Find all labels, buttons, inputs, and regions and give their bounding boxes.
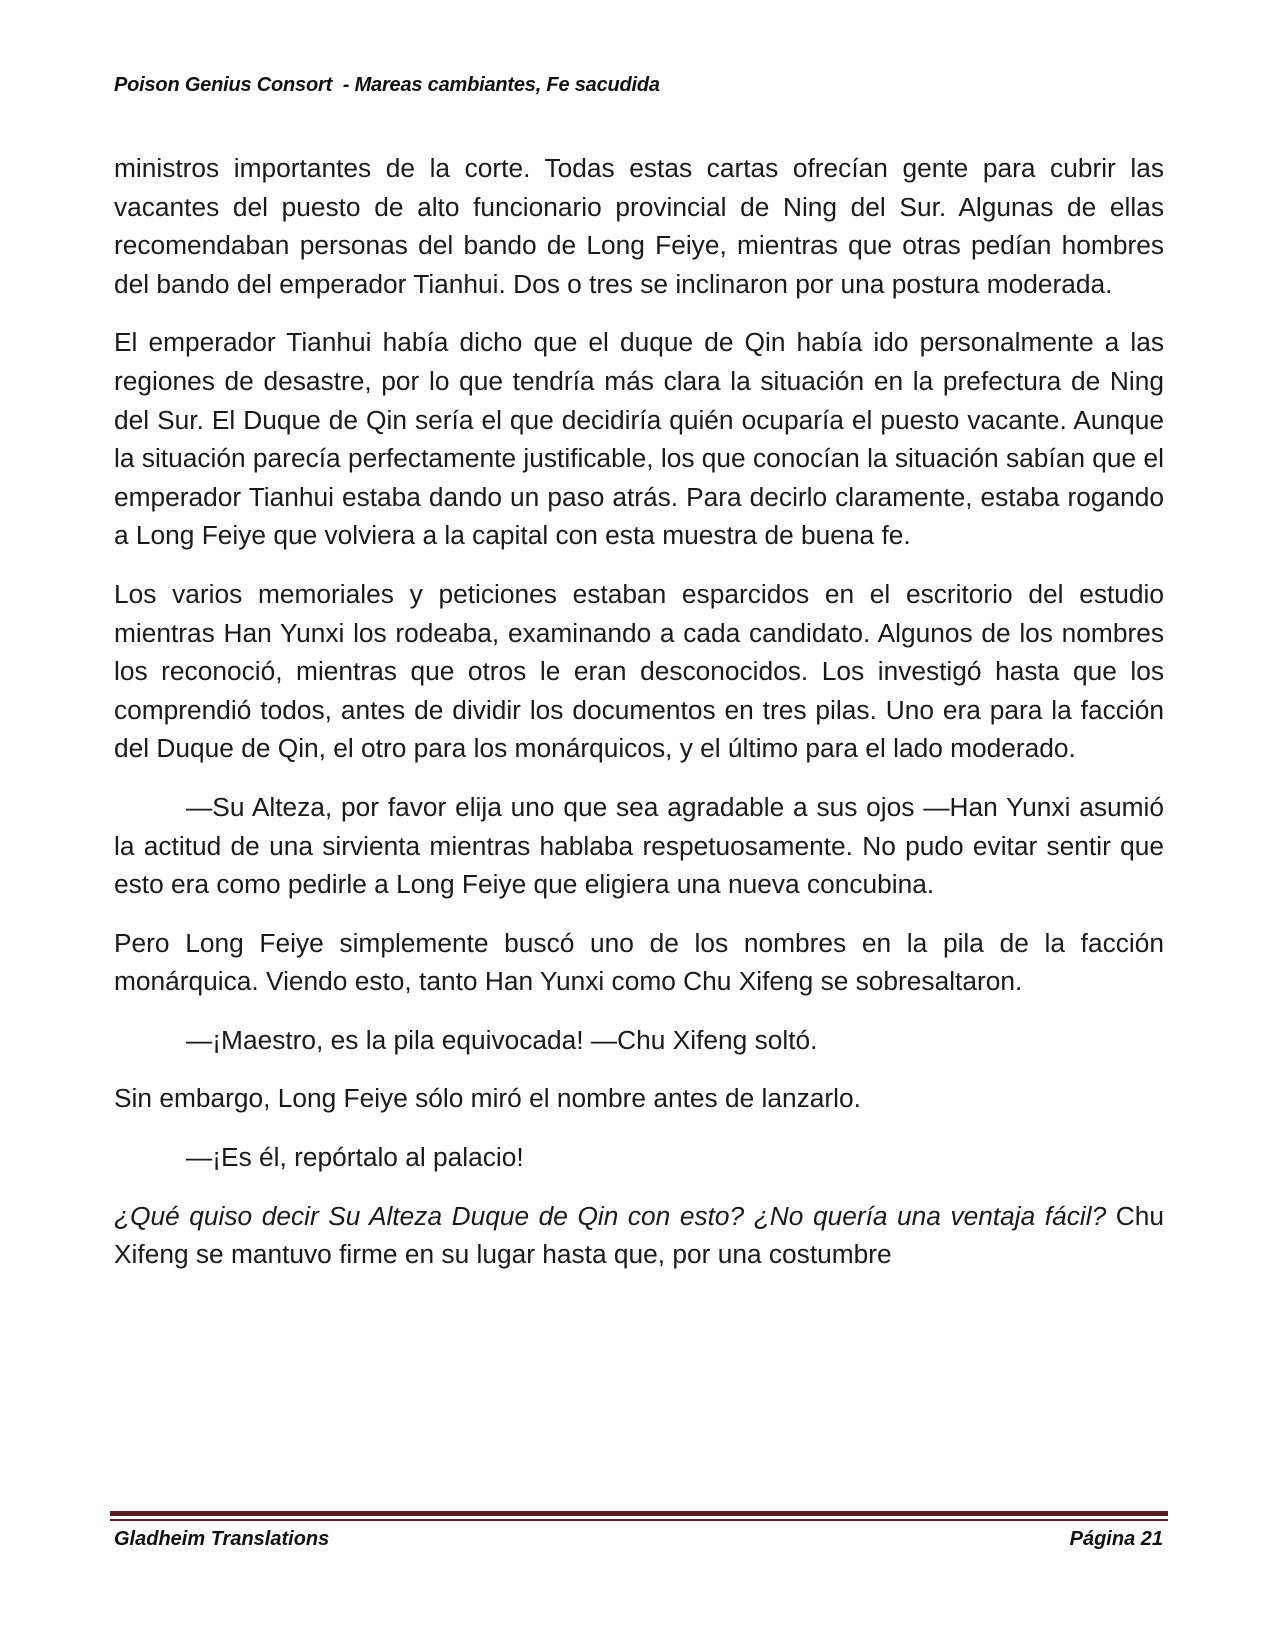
paragraph-continuation: Chu Xifeng se mantuvo firme en su lugar hasta que, por una costumbre <box>114 1200 1164 1270</box>
paragraph: ministros importantes de la corte. Todas estas cartas ofrecían gente para cubrir las vacantes del puesto de alto funcionario provincial de Ning del Sur. Algunas de ellas recomendaban personas del bando de Long Feiye, mientras que otras pedían hombres del bando del emperador Tianhui. Dos o tres se inclinaron por una postura moderada. <box>114 153 1164 299</box>
dialog-paragraph: —¡Es él, repórtalo al palacio! <box>186 1142 524 1173</box>
paragraph: Los varios memoriales y peticiones estaban esparcidos en el escritorio del estudio mientras Han Yunxi los rodeaba, examinando a cada candidato. Algunos de los nombres los reconoció, mientras que otros le eran desconocidos. Los investigó hasta que los comprendió todos, antes de dividir los documentos en tres pilas. Uno era para la facción del Duque de Qin, el otro para los monárquicos, y el último para el lado moderado. <box>114 578 1164 764</box>
footer-rule-thick <box>110 1511 1168 1516</box>
dialog-paragraph: —¡Maestro, es la pila equivocada! —Chu Xifeng soltó. <box>186 1024 818 1055</box>
paragraph: Sin embargo, Long Feiye sólo miró el nombre antes de lanzarlo. <box>114 1083 861 1114</box>
footer-rule-thin <box>110 1519 1168 1521</box>
paragraph: El emperador Tianhui había dicho que el duque de Qin había ido personalmente a las regiones de desastre, por lo que tendría más clara la situación en la prefectura de Ning del Sur. El Duque de Qin sería el que decidiría quién ocuparía el puesto vacante. Aunque la situación parecía perfectamente justificable, los que conocían la situación sabían que el emperador Tianhui estaba dando un paso atrás. Para decirlo claramente, estaba rogando a Long Feiye que volviera a la capital con esta muestra de buena fe. <box>114 327 1164 551</box>
paragraph: Pero Long Feiye simplemente buscó uno de los nombres en la pila de la facción monárquica. Viendo esto, tanto Han Yunxi como Chu Xifeng se sobresaltaron. <box>114 927 1164 997</box>
paragraph <box>114 1197 1164 1274</box>
inner-thought-text: ¿Qué quiso decir Su Alteza Duque de Qin con esto? ¿No quería una ventaja fácil? <box>114 1200 1107 1231</box>
page-body <box>114 149 1164 1294</box>
running-header: Poison Genius Consort - Mareas cambiantes, Fe sacudida <box>114 74 660 96</box>
footer-publisher: Gladheim Translations <box>114 1528 330 1550</box>
page-number: Página 21 <box>1069 1528 1163 1550</box>
dialog-paragraph: —Su Alteza, por favor elija uno que sea agradable a sus ojos —Han Yunxi asumió la actitud de una sirvienta mientras hablaba respetuosamente. No pudo evitar sentir que esto era como pedirle a Long Feiye que eligiera una nueva concubina. <box>114 791 1164 900</box>
